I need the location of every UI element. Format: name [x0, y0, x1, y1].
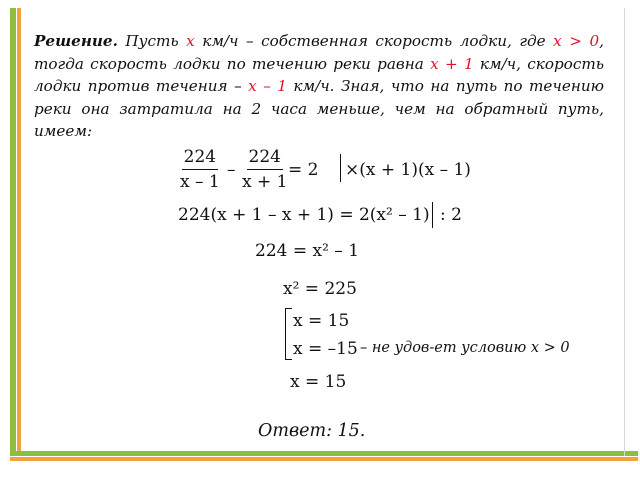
- answer: Ответ: 15.: [258, 421, 366, 441]
- text-part: , тогда скорость лодки по течению реки равна: [34, 32, 604, 73]
- fraction-1: [178, 147, 222, 192]
- solution-label: Решение.: [34, 32, 118, 50]
- fraction-2-denominator: x + 1: [242, 172, 288, 192]
- upstream-speed: x – 1: [248, 77, 287, 95]
- text-part: Пусть: [117, 32, 187, 50]
- fraction-1-numerator: 224: [182, 147, 218, 170]
- fraction-2-numerator: 224: [247, 147, 283, 170]
- downstream-speed: x + 1: [430, 54, 474, 73]
- operation-bar-2: [432, 202, 433, 228]
- equation-2: 224(x + 1 – x + 1) = 2(x² – 1): [178, 205, 430, 225]
- equation-4: x² = 225: [283, 279, 357, 299]
- frame-bar-bottom-orange: [10, 457, 638, 461]
- frame-bar-bottom-green: [10, 451, 638, 456]
- minus-sign: –: [227, 160, 236, 180]
- root-2-rejection-note: – не удов-ет условию x > 0: [360, 340, 570, 356]
- fraction-2: [240, 147, 289, 192]
- variable-x: x: [186, 32, 195, 50]
- equation-1-rhs: = 2: [288, 160, 319, 180]
- roots-bracket: [285, 308, 292, 360]
- frame-bar-left-green: [10, 8, 16, 456]
- fraction-1-denominator: x – 1: [180, 172, 220, 192]
- frame-bar-left-orange: [17, 8, 21, 456]
- text-part: км/ч – собственная скорость лодки, где: [194, 32, 554, 50]
- root-2: x = –15: [293, 339, 358, 359]
- condition-x-positive: x > 0: [553, 32, 600, 50]
- equation-3: 224 = x² – 1: [255, 241, 360, 261]
- operation-bar-1: [340, 154, 341, 182]
- text-part: км/ч, скорость лодки против течения –: [34, 54, 605, 95]
- equation-1-operation: ×(x + 1)(x – 1): [345, 160, 471, 180]
- root-1: x = 15: [293, 311, 350, 331]
- solution-paragraph: [34, 30, 604, 143]
- equation-2-operation: : 2: [440, 205, 462, 225]
- text-part: км/ч. Зная, что на путь по течению реки она затратила на 2 часа меньше, чем на обратный путь, имеем:: [34, 77, 605, 140]
- final-root: x = 15: [290, 372, 347, 392]
- frame-line-right: [624, 8, 625, 456]
